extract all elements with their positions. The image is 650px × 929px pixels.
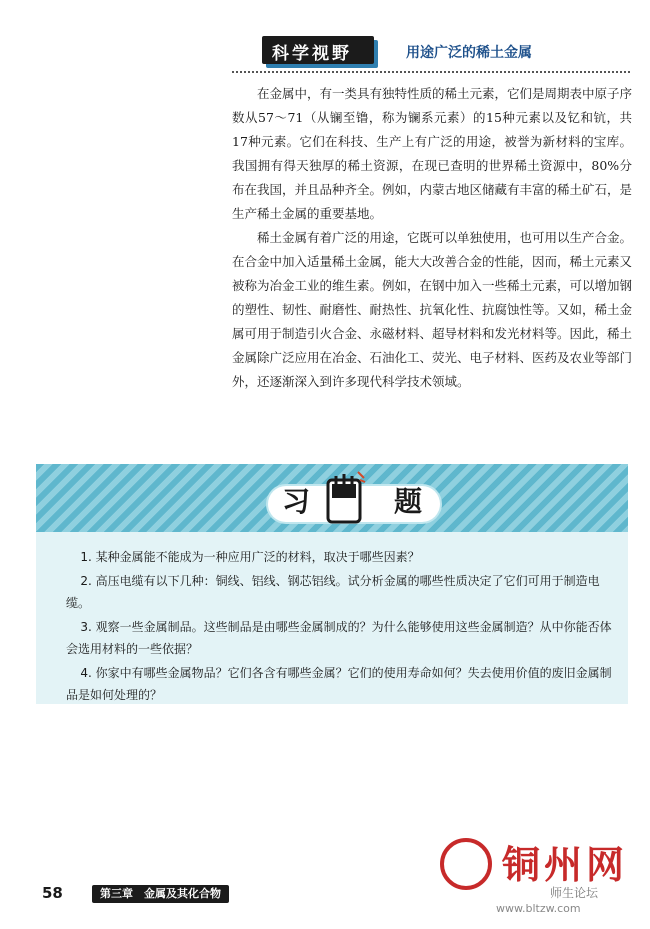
watermark-text: 铜州网 (502, 842, 629, 887)
exercise-section (36, 464, 628, 704)
watermark (440, 834, 640, 924)
watermark-url: www.bltzw.com (496, 902, 581, 915)
watermark-subtitle: 师生论坛 (550, 886, 599, 900)
paragraph-2: 稀土金属有着广泛的用途，它既可以单独使用，也可用以生产合金。在合金中加入适量稀土金属，能大大改善合金的性能，因而，稀土元素又被称为冶金工业的维生素。例如，在钢中加入一些稀土元素，可以增加钢的塑性、韧性、耐磨性、耐热性、抗氧化性、抗腐蚀性等。又如，稀土金属可用于制造引火合金、永磁材料、超导材料和发光材料等。因此，稀土金属除广泛应用在冶金、石油化工、荧光、电子材料、医药及农业等部门外，还逐渐深入到许多现代科学技术领域。 (232, 230, 633, 389)
exercise-title-char-1: 习 (282, 485, 311, 518)
paragraph-1: 在金属中，有一类具有独特性质的稀土元素，它们是周期表中原子序数从57～71（从镧至镥，称为镧系元素）的15种元素以及钇和钪，共17种元素。它们在科技、生产上有广泛的用途，被誉为新材料的宝库。我国拥有得天独厚的稀土资源，在现已查明的世界稀土资源中，80%分布在我国，并且品种齐全。例如，内蒙古地区储藏有丰富的稀土矿石，是生产稀土金属的重要基地。 (232, 86, 633, 221)
exercise-list (66, 546, 612, 708)
exercise-item-4: 4. 你家中有哪些金属物品？它们各含有哪些金属？它们的使用寿命如何？失去使用价值的废旧金属制品是如何处理的？ (66, 666, 612, 702)
science-vision-badge (262, 36, 374, 64)
chapter-label: 第三章 金属及其化合物 (92, 885, 229, 903)
page-number: 58 (42, 884, 63, 902)
exercise-item-1: 1. 某种金属能不能成为一种应用广泛的材料，取决于哪些因素？ (80, 550, 420, 564)
notebook-icon (322, 470, 366, 526)
exercise-item-3: 3. 观察一些金属制品。这些制品是由哪些金属制成的？为什么能够使用这些金属制造？从中你能否体会选用材料的一些依据？ (66, 620, 612, 656)
watermark-logo-icon (440, 838, 492, 890)
section-header (262, 36, 622, 66)
exercise-item-2: 2. 高压电缆有以下几种：铜线、铝线、钢芯铝线。试分析金属的哪些性质决定了它们可用于制造电缆。 (66, 574, 600, 610)
badge-label: 科学视野 (272, 44, 352, 64)
section-title: 用途广泛的稀土金属 (406, 45, 532, 61)
article-body (232, 82, 632, 394)
dotted-divider (232, 71, 630, 73)
exercise-title-char-2: 题 (394, 485, 423, 518)
